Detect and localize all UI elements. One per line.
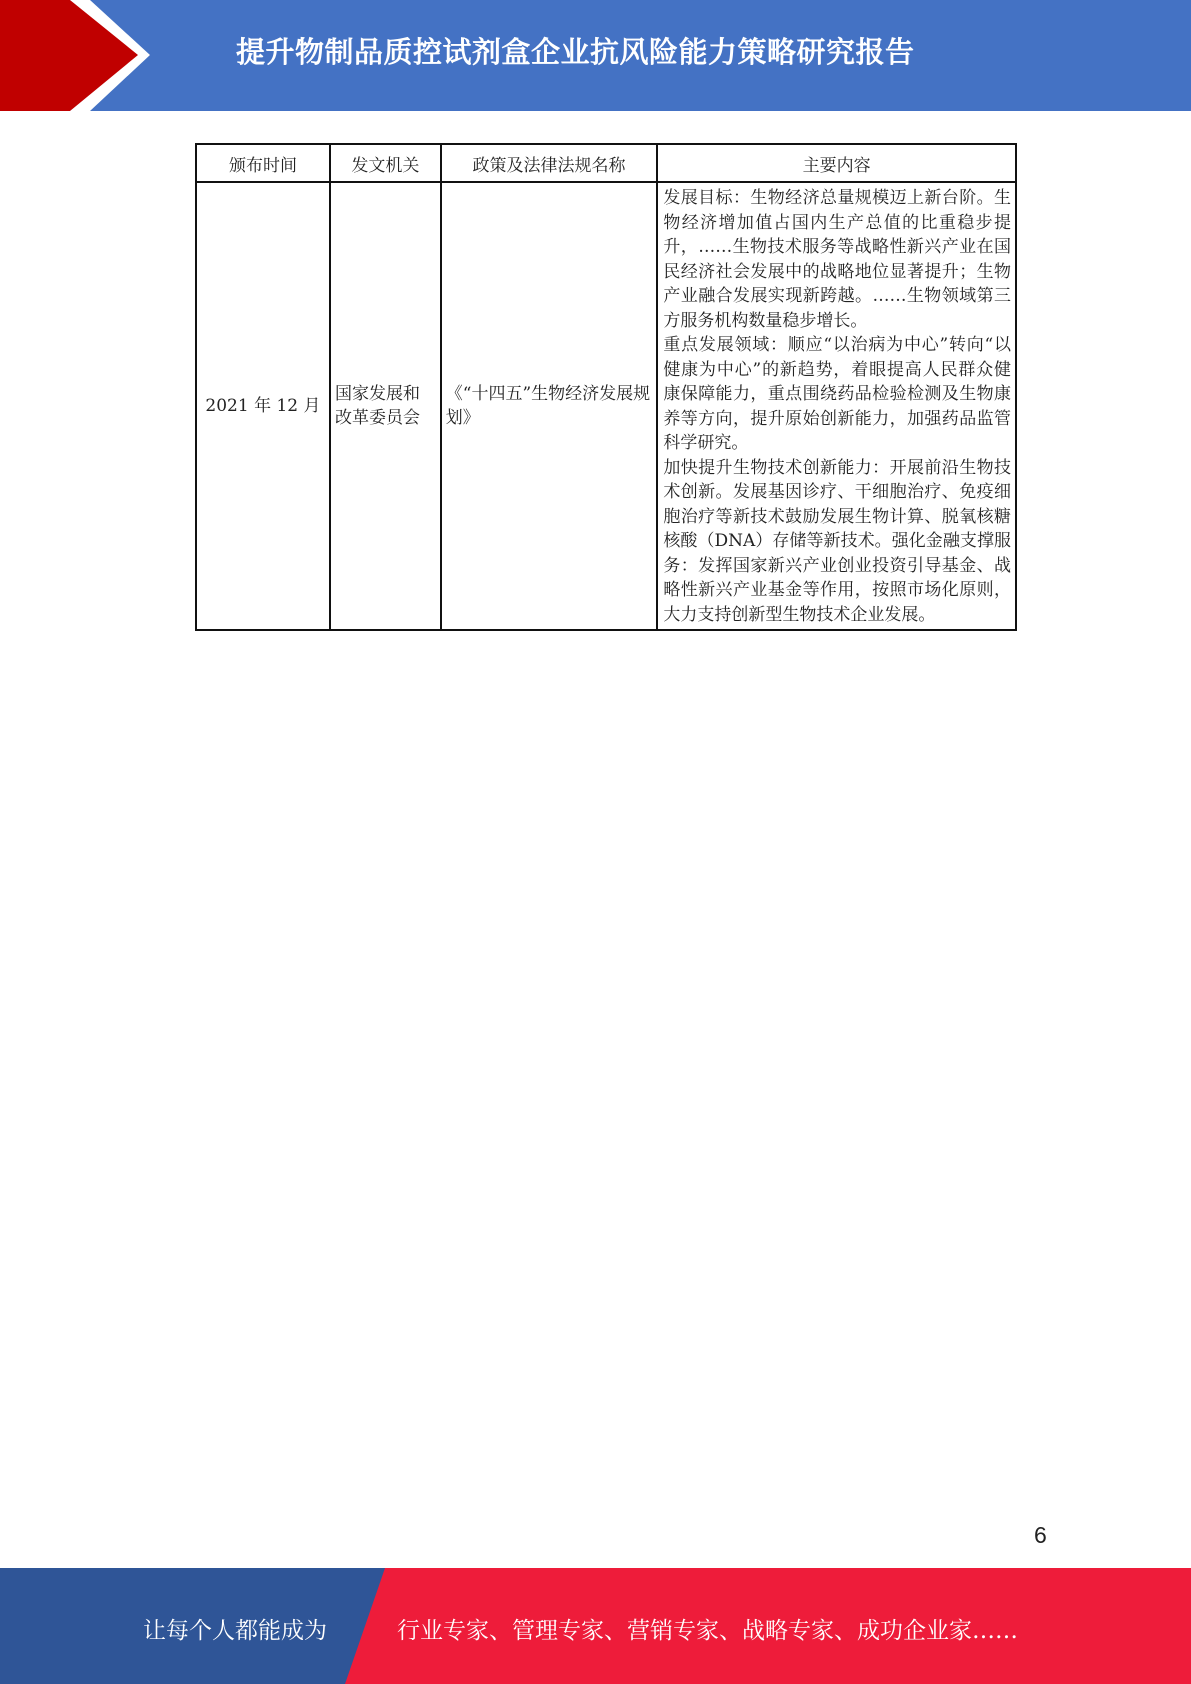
header-banner: [0, 0, 1191, 111]
cell-content: [657, 182, 1016, 630]
page-number: 6: [1034, 1522, 1047, 1548]
footer-slogan-right: 行业专家、管理专家、营销专家、战略专家、成功企业家……: [397, 1618, 1018, 1644]
table-row: [196, 182, 1016, 630]
header-chevron-decoration: [0, 0, 160, 111]
cell-policy-name: 《“十四五”生物经济发展规划》: [441, 182, 658, 630]
policy-table: [195, 143, 1017, 631]
header-policy-name: 政策及法律法规名称: [441, 144, 658, 182]
report-title: 提升物制品质控试剂盒企业抗风险能力策略研究报告: [236, 35, 915, 69]
content-paragraph: 发展目标：生物经济总量规模迈上新台阶。生物经济增加值占国内生产总值的比重稳步提升，……生物技术服务等战略性新兴产业在国民经济社会发展中的战略地位显著提升；生物产业融合发展实现新跨越。……生物领域第三方服务机构数量稳步增长。: [663, 188, 1011, 331]
header-org: 发文机关: [330, 144, 441, 182]
footer-banner: [0, 1568, 1191, 1684]
content-paragraph: 加快提升生物技术创新能力：开展前沿生物技术创新。发展基因诊疗、干细胞治疗、免疫细胞治疗等新技术鼓励发展生物计算、脱氧核糖核酸（DNA）存储等新技术。强化金融支撑服务：发挥国家新兴产业创业投资引导基金、战略性新兴产业基金等作用，按照市场化原则，大力支持创新型生物技术企业发展。: [663, 457, 1011, 625]
header-content: 主要内容: [657, 144, 1016, 182]
header-date: 颁布时间: [196, 144, 330, 182]
content-paragraph: 重点发展领域：顺应“以治病为中心”转向“以健康为中心”的新趋势，着眼提高人民群众健康保障能力，重点围绕药品检验检测及生物康养等方向，提升原始创新能力，加强药品监管科学研究。: [663, 335, 1011, 453]
cell-date: 2021 年 12 月: [196, 182, 330, 630]
table-header-row: [196, 144, 1016, 182]
cell-org: 国家发展和改革委员会: [330, 182, 441, 630]
footer-slogan-left: 让每个人都能成为: [143, 1618, 327, 1644]
